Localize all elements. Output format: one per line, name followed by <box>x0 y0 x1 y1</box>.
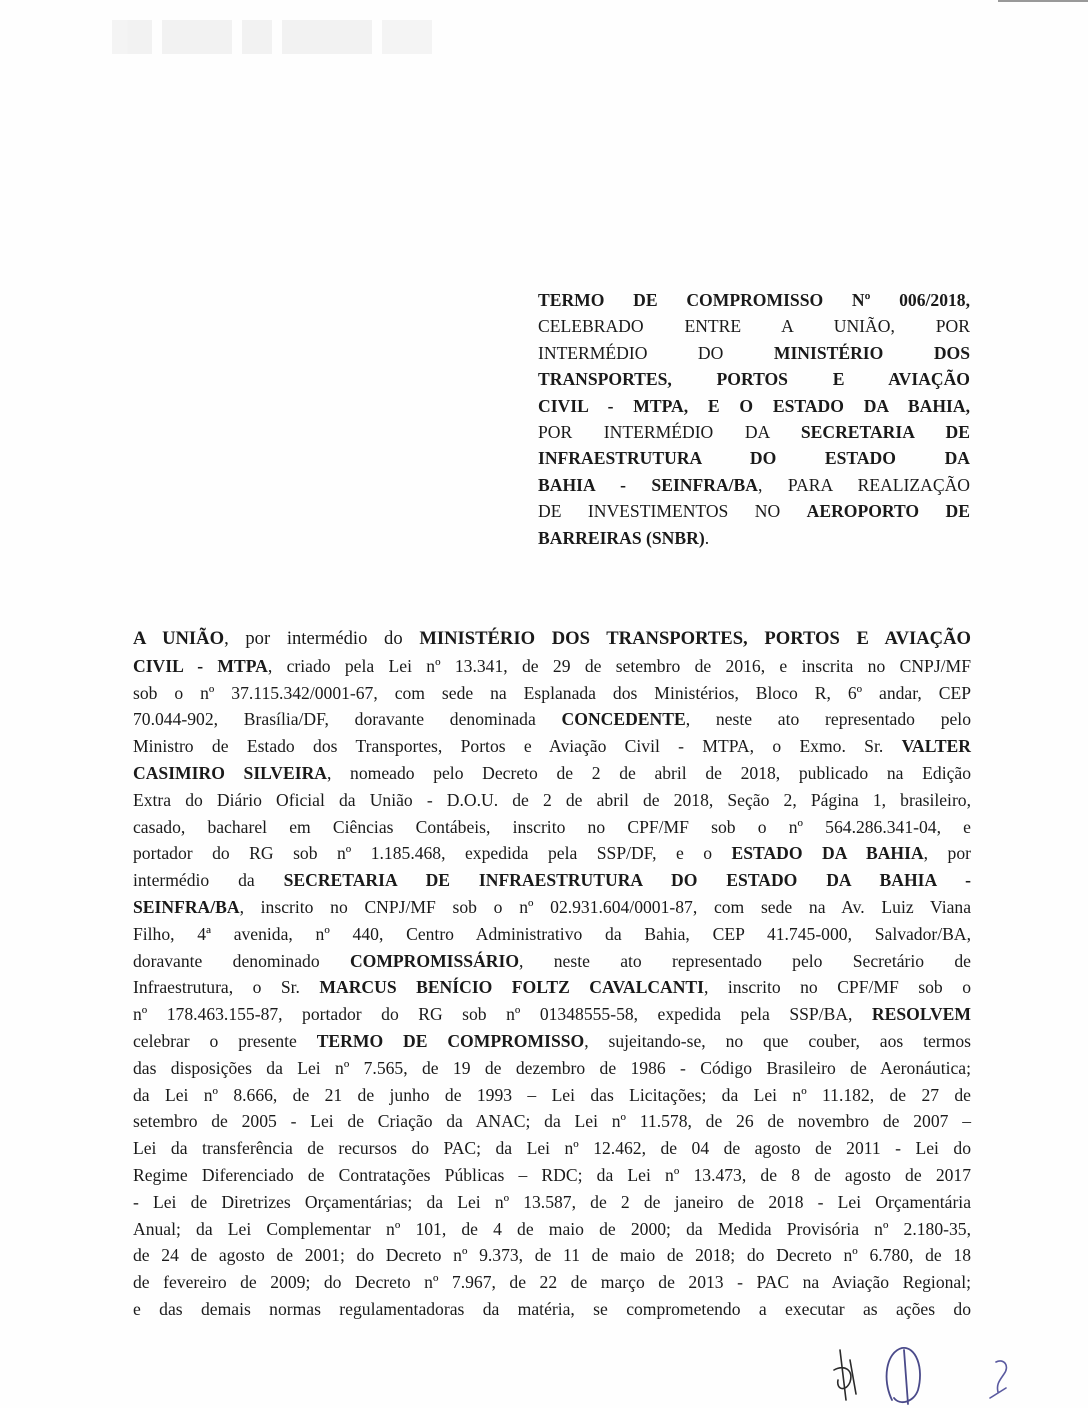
heading-text: , PARA REALIZAÇÃO <box>758 474 971 495</box>
body-text: Filho, 4ª avenida, nº 440, Centro Administrativo da Bahia, CEP 41.745-000, Salvador/BA, <box>133 923 971 944</box>
body-bold-text: ESTADO DA BAHIA <box>731 843 924 864</box>
body-text: setembro de 2005 - Lei de Criação da ANAC; da Lei nº 11.578, de 26 de novembro de 2007 – <box>133 1111 971 1132</box>
body-line <box>133 921 971 948</box>
body-text: , sujeitando-se, no que couber, aos termos <box>584 1030 971 1051</box>
body-text: casado, bacharel em Ciências Contábeis, inscrito no CPF/MF sob o nº 564.286.341-04, e <box>133 816 971 837</box>
heading-bold-text: BARREIRAS (SNBR) <box>538 527 705 548</box>
body-text: de 24 de agosto de 2001; do Decreto nº 9.373, de 11 de maio de 2018; do Decreto nº 6.780, de 18 <box>133 1245 971 1266</box>
body-bold-text: CASIMIRO SILVEIRA <box>133 762 327 783</box>
body-line <box>133 1189 971 1216</box>
body-text: , por intermédio do <box>224 628 420 649</box>
heading-line <box>538 393 970 419</box>
heading-bold-text: SECRETARIA DE <box>800 422 970 443</box>
body-line <box>133 1135 971 1162</box>
body-line <box>133 733 971 760</box>
body-text: Ministro de Estado dos Transportes, Portos e Aviação Civil - MTPA, o Exmo. Sr. <box>133 736 902 757</box>
body-text: e das demais normas regulamentadoras da matéria, se comprometendo a executar as ações do <box>133 1298 971 1319</box>
body-text: Extra do Diário Oficial da União - D.O.U. de 2 de abril de 2018, Seção 2, Página 1, brasileiro, <box>133 789 971 810</box>
body-line <box>133 840 971 867</box>
heading-line <box>538 366 970 392</box>
body-line <box>133 814 971 841</box>
body-text: Anual; da Lei Complementar nº 101, de 4 de maio de 2000; da Medida Provisória nº 2.180-35, <box>133 1218 971 1239</box>
body-bold-text: MARCUS BENÍCIO FOLTZ CAVALCANTI <box>319 977 705 998</box>
body-text: Lei da transferência de recursos do PAC; da Lei nº 12.462, de 04 de agosto de 2011 - Lei do <box>133 1138 971 1159</box>
body-text: da Lei nº 8.666, de 21 de junho de 1993 – Lei das Licitações; da Lei nº 11.182, de 27 de <box>133 1084 971 1105</box>
body-text: Regime Diferenciado de Contratações Públicas – RDC; da Lei nº 13.473, de 8 de agosto de 2017 <box>133 1164 971 1185</box>
body-bold-text: VALTER <box>901 736 971 757</box>
body-line <box>133 1242 971 1269</box>
body-line <box>133 680 971 707</box>
heading-text: DE INVESTIMENTOS NO <box>538 501 807 522</box>
body-text: , inscrito no CPF/MF sob o <box>704 977 971 998</box>
body-text: celebrar o presente <box>133 1030 317 1051</box>
heading-line <box>538 445 970 471</box>
body-text: , neste ato representado pelo Secretário de <box>519 950 971 971</box>
scan-edge-mark <box>998 0 1088 2</box>
body-text: sob o nº 37.115.342/0001-67, com sede na Esplanada dos Ministérios, Bloco R, 6º andar, CEP <box>133 682 971 703</box>
body-text: , inscrito no CNPJ/MF sob o nº 02.931.604/0001-87, com sede na Av. Luiz Viana <box>239 896 971 917</box>
body-text: - Lei de Diretrizes Orçamentárias; da Lei nº 13.587, de 2 de janeiro de 2018 - Lei Orçamentária <box>133 1191 971 1212</box>
heading-line <box>538 525 970 551</box>
heading-bold-text: TERMO DE COMPROMISSO Nº 006/2018, <box>538 290 970 310</box>
heading-bold-text: MINISTÉRIO DOS <box>773 342 970 363</box>
body-bold-text: SEINFRA/BA <box>133 896 240 917</box>
body-line <box>133 1001 971 1028</box>
body-text: 70.044-902, Brasília/DF, doravante denominada <box>133 709 562 730</box>
body-line <box>133 867 971 894</box>
body-bold-text: MINISTÉRIO DOS TRANSPORTES, PORTOS E AVIAÇÃO <box>419 628 971 649</box>
body-text: , criado pela Lei nº 13.341, de 29 de setembro de 2016, e inscrita no CNPJ/MF <box>267 655 971 676</box>
body-text: , por <box>923 843 971 864</box>
document-body <box>133 626 971 1323</box>
heading-bold-text: TRANSPORTES, PORTOS E AVIAÇÃO <box>538 369 970 390</box>
body-line <box>133 760 971 787</box>
heading-text: CELEBRADO ENTRE A UNIÃO, POR <box>538 316 970 337</box>
body-text: doravante denominado <box>133 950 350 971</box>
body-text: portador do RG sob nº 1.185.468, expedida pela SSP/DF, e o <box>133 843 732 864</box>
body-text: intermédio da <box>133 870 284 891</box>
body-text: , nomeado pelo Decreto de 2 de abril de 2018, publicado na Edição <box>327 762 971 783</box>
faded-letterhead <box>112 20 492 70</box>
body-bold-text: RESOLVEM <box>871 1004 971 1025</box>
body-line <box>133 1108 971 1135</box>
heading-line <box>538 472 970 498</box>
body-line <box>133 1269 971 1296</box>
body-line <box>133 1162 971 1189</box>
heading-text: INTERMÉDIO DO <box>538 342 774 363</box>
body-line <box>133 974 971 1001</box>
body-line <box>133 1028 971 1055</box>
body-line <box>133 653 971 680</box>
document-heading <box>538 287 970 551</box>
body-line <box>133 1055 971 1082</box>
body-line <box>133 626 971 653</box>
heading-bold-text: CIVIL - MTPA, E O ESTADO DA BAHIA, <box>538 395 970 416</box>
body-bold-text: SECRETARIA DE INFRAESTRUTURA DO ESTADO DA BAHIA - <box>283 870 971 891</box>
body-bold-text: COMPROMISSÁRIO <box>349 950 520 971</box>
body-line <box>133 948 971 975</box>
heading-line <box>538 313 970 339</box>
heading-line <box>538 287 970 313</box>
body-text: nº 178.463.155-87, portador do RG sob nº 01348555-58, expedida pela SSP/BA, <box>133 1004 872 1025</box>
body-line <box>133 706 971 733</box>
handwritten-initials <box>820 1340 1040 1408</box>
body-line <box>133 894 971 921</box>
heading-bold-text: AEROPORTO DE <box>806 501 971 522</box>
heading-line <box>538 340 970 366</box>
heading-text: POR INTERMÉDIO DA <box>538 422 801 443</box>
heading-line <box>538 498 970 524</box>
body-text: de fevereiro de 2009; do Decreto nº 7.967, de 22 de março de 2013 - PAC na Aviação Regional; <box>133 1272 971 1293</box>
body-bold-text: TERMO DE COMPROMISSO <box>316 1030 585 1051</box>
body-bold-text: A UNIÃO <box>133 628 225 649</box>
body-bold-text: CONCEDENTE <box>561 709 686 730</box>
body-line <box>133 1216 971 1243</box>
heading-text: . <box>704 527 710 548</box>
heading-bold-text: BAHIA - SEINFRA/BA <box>538 474 758 495</box>
heading-line <box>538 419 970 445</box>
body-line <box>133 1082 971 1109</box>
body-line <box>133 1296 971 1323</box>
body-text: das disposições da Lei nº 7.565, de 19 de dezembro de 1986 - Código Brasileiro de Aeronáutica; <box>133 1057 971 1078</box>
body-text: Infraestrutura, o Sr. <box>133 977 320 998</box>
heading-bold-text: INFRAESTRUTURA DO ESTADO DA <box>538 448 970 469</box>
body-line <box>133 787 971 814</box>
body-text: , neste ato representado pelo <box>685 709 971 730</box>
body-bold-text: CIVIL - MTPA <box>133 655 268 676</box>
